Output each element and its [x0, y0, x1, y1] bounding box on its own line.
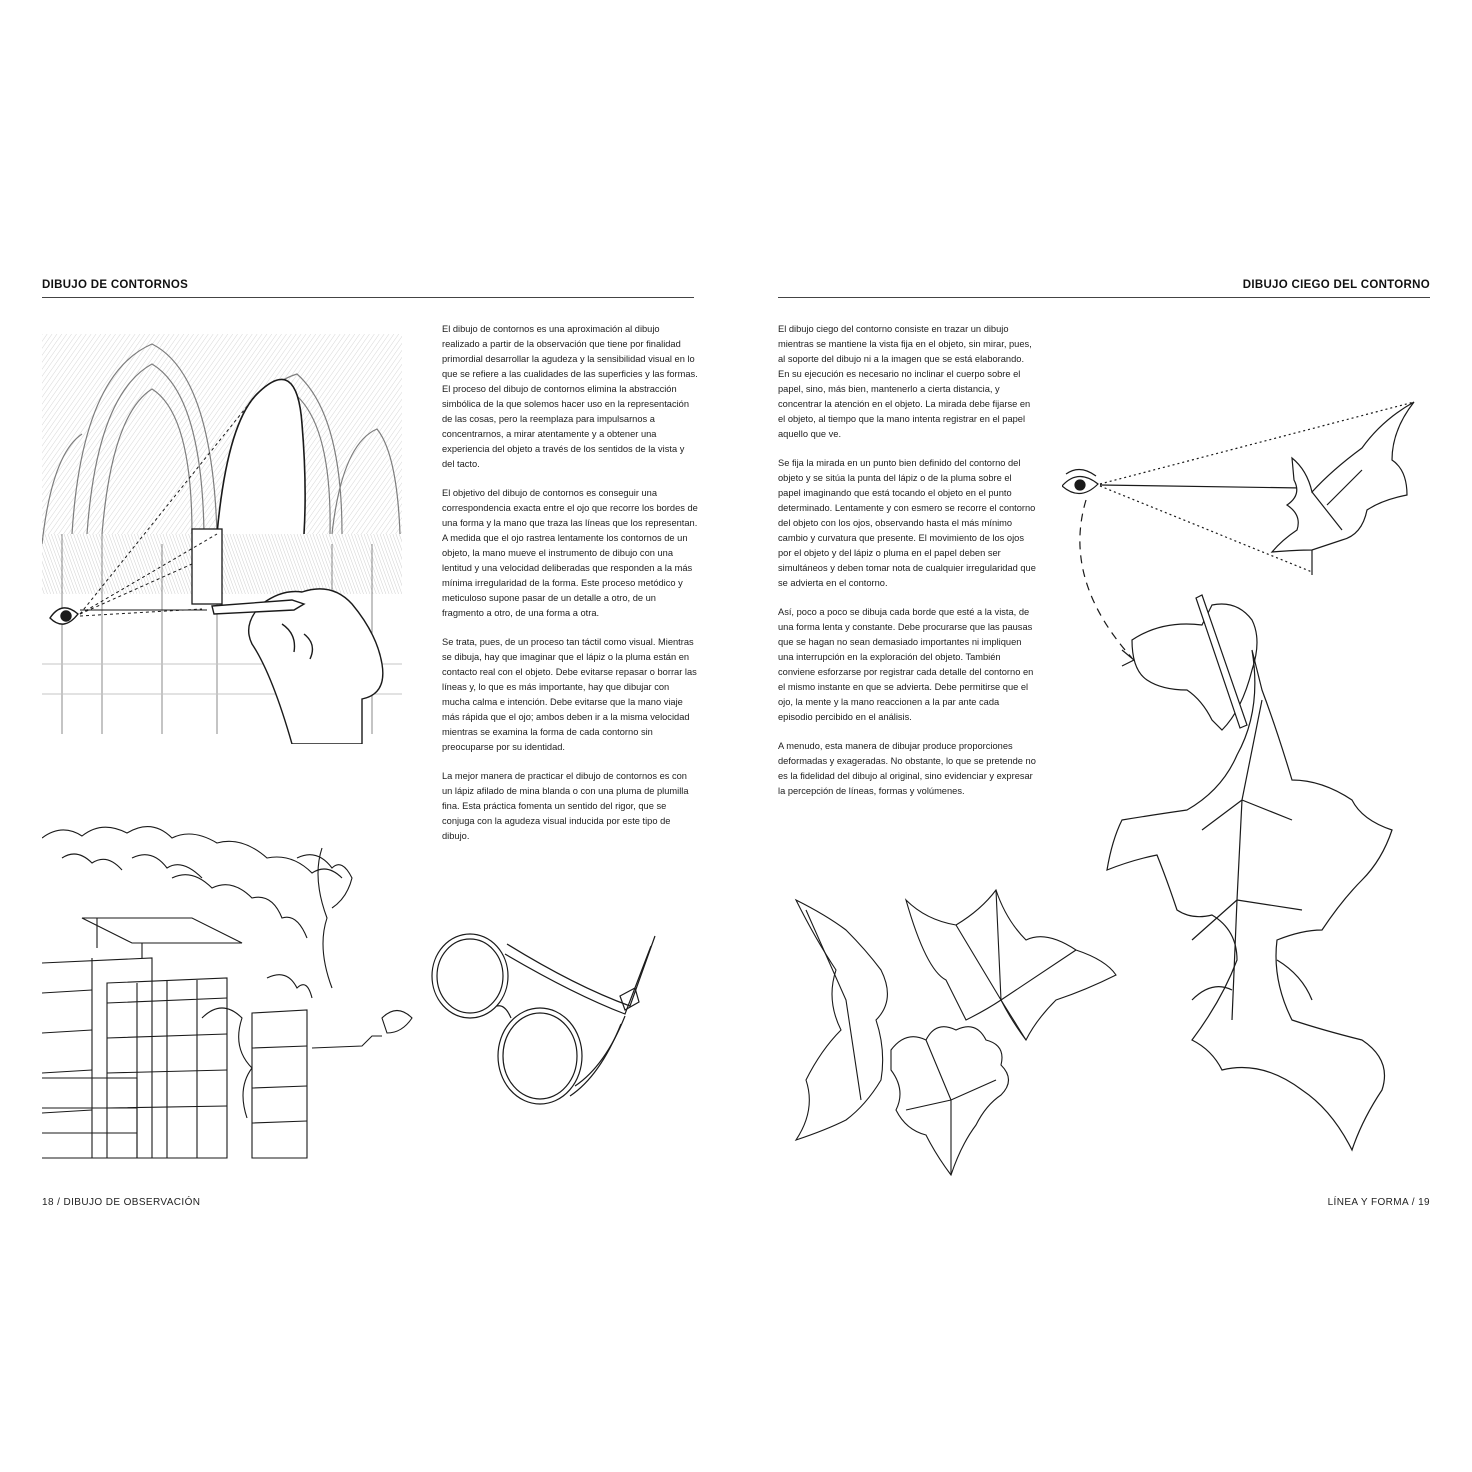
section-title: DIBUJO DE CONTORNOS	[42, 279, 189, 291]
eyeglasses-svg	[425, 926, 657, 1156]
header-rule	[778, 297, 1430, 298]
blind-contour-leaves	[786, 880, 1136, 1180]
paragraph: La mejor manera de practicar el dibujo de contornos es con un lápiz afilado de mina blanda o con una pluma de plumilla fina. Esta práctica fomenta un sentido del rigor, que se conjuga con la agudeza visual inducida por este tipo de dibujo.	[442, 771, 689, 841]
paragraph: Así, poco a poco se dibuja cada borde que esté a la vista, de una forma lenta y constante. Debe procurarse que las pausas que se hagan no sean demasiado importantes ni impliquen una interrupción en la exploración del objeto. También conviene esforzarse por registrar cada detalle del contorno en el mismo instante en que se advierta. Debe permitirse que el ojo, la mente y la mano reaccionen a la par ante cada episodio percibido en el análisis.	[778, 607, 1034, 722]
paragraph: El dibujo ciego del contorno consiste en trazar un dibujo mientras se mantiene la vista fija en el objeto, sin mirar, pues, al soporte del dibujo ni a la imagen que se está elaborando. En su ejecución es necesario no inclinar el cuerpo sobre el papel, sino, más bien, mantenerlo a cierta distancia, y concentrar la atención en el objeto. La mirada debe fijarse en el objeto, al tiempo que la mano intenta registrar en el papel aquello que ve.	[778, 324, 1032, 439]
house-contour-svg	[42, 818, 422, 1168]
eye-icon	[1062, 469, 1098, 493]
header-rule	[42, 297, 694, 298]
paragraph: Se fija la mirada en un punto bien definido del contorno del objeto y se sitúa la punta del lápiz o de la pluma sobre el papel imaginando que está tocando el objeto en el punto determinado. Lentamente y con esmero se recorre el contorno del objeto con los ojos, observando hasta el más mínimo cambio y curvatura que presente. El movimiento de los ojos por el objeto y del lápiz o pluma en el papel deben ser simultáneos y deben tomar nota de cualquier irregularidad que se advierta en el contorno.	[778, 458, 1036, 588]
left-body-text	[442, 322, 698, 858]
house-contour-drawing	[42, 818, 422, 1168]
eyeglasses-drawing	[425, 926, 657, 1156]
right-page	[736, 0, 1472, 1472]
folio: 18 / DIBUJO DE OBSERVACIÓN	[42, 1197, 201, 1208]
paragraph: El dibujo de contornos es una aproximación al dibujo realizado a partir de la observación que tiene por finalidad primordial desarrollar la agudeza y la sensibilidad visual en lo que se refiere a las cualidades de las superficies y las formas. El proceso del dibujo de contornos elimina la abstracción simbólica de la que solemos hacer uso en la representación de las cosas, pero la reemplaza para impulsarnos a concentrarnos, a mirar atentamente y a obtener una experiencia del objeto a través de los sentidos de la vista y del tacto.	[442, 324, 698, 469]
blind-contour-leaves-svg	[786, 880, 1136, 1180]
vaulted-arcade-sketch	[42, 334, 402, 744]
paragraph: El objetivo del dibujo de contornos es conseguir una correspondencia exacta entre el ojo que recorre los bordes de una forma y la mano que traza las líneas que los representan. A medida que el ojo rastrea lentamente los contornos de un objeto, la mano mueve el instrumento de dibujo con una lentitud y una velocidad deliberadas que responden a la más mínima irregularidad de la forma. Este proceso metódico y meticuloso supone pasar de un detalle a otro, de un fragmento a otro, de una forma a otra.	[442, 488, 698, 618]
paragraph: Se trata, pues, de un proceso tan táctil como visual. Mientras se dibuja, hay que imaginar que el lápiz o la pluma están en contacto real con el objeto. Debe evitarse repasar o borrar las líneas y, lo que es más importante, hay que dibujar con mucha calma e intención. Debe evitarse que la mano viaje más rápida que el ojo; ambos deben ir a la misma velocidad mientras se examina la forma de cada contorno sin preocuparse por su identidad.	[442, 637, 697, 752]
vaulted-arcade-svg	[42, 334, 402, 744]
section-title: DIBUJO CIEGO DEL CONTORNO	[1242, 279, 1430, 291]
paragraph: A menudo, esta manera de dibujar produce proporciones deformadas y exageradas. No obstante, lo que se pretende no es la fidelidad del dibujo al original, sino evidenciar y expresar la percepción de líneas, formas y volúmenes.	[778, 741, 1036, 796]
folio: LÍNEA Y FORMA / 19	[1327, 1197, 1430, 1208]
right-body-text	[778, 322, 1036, 813]
